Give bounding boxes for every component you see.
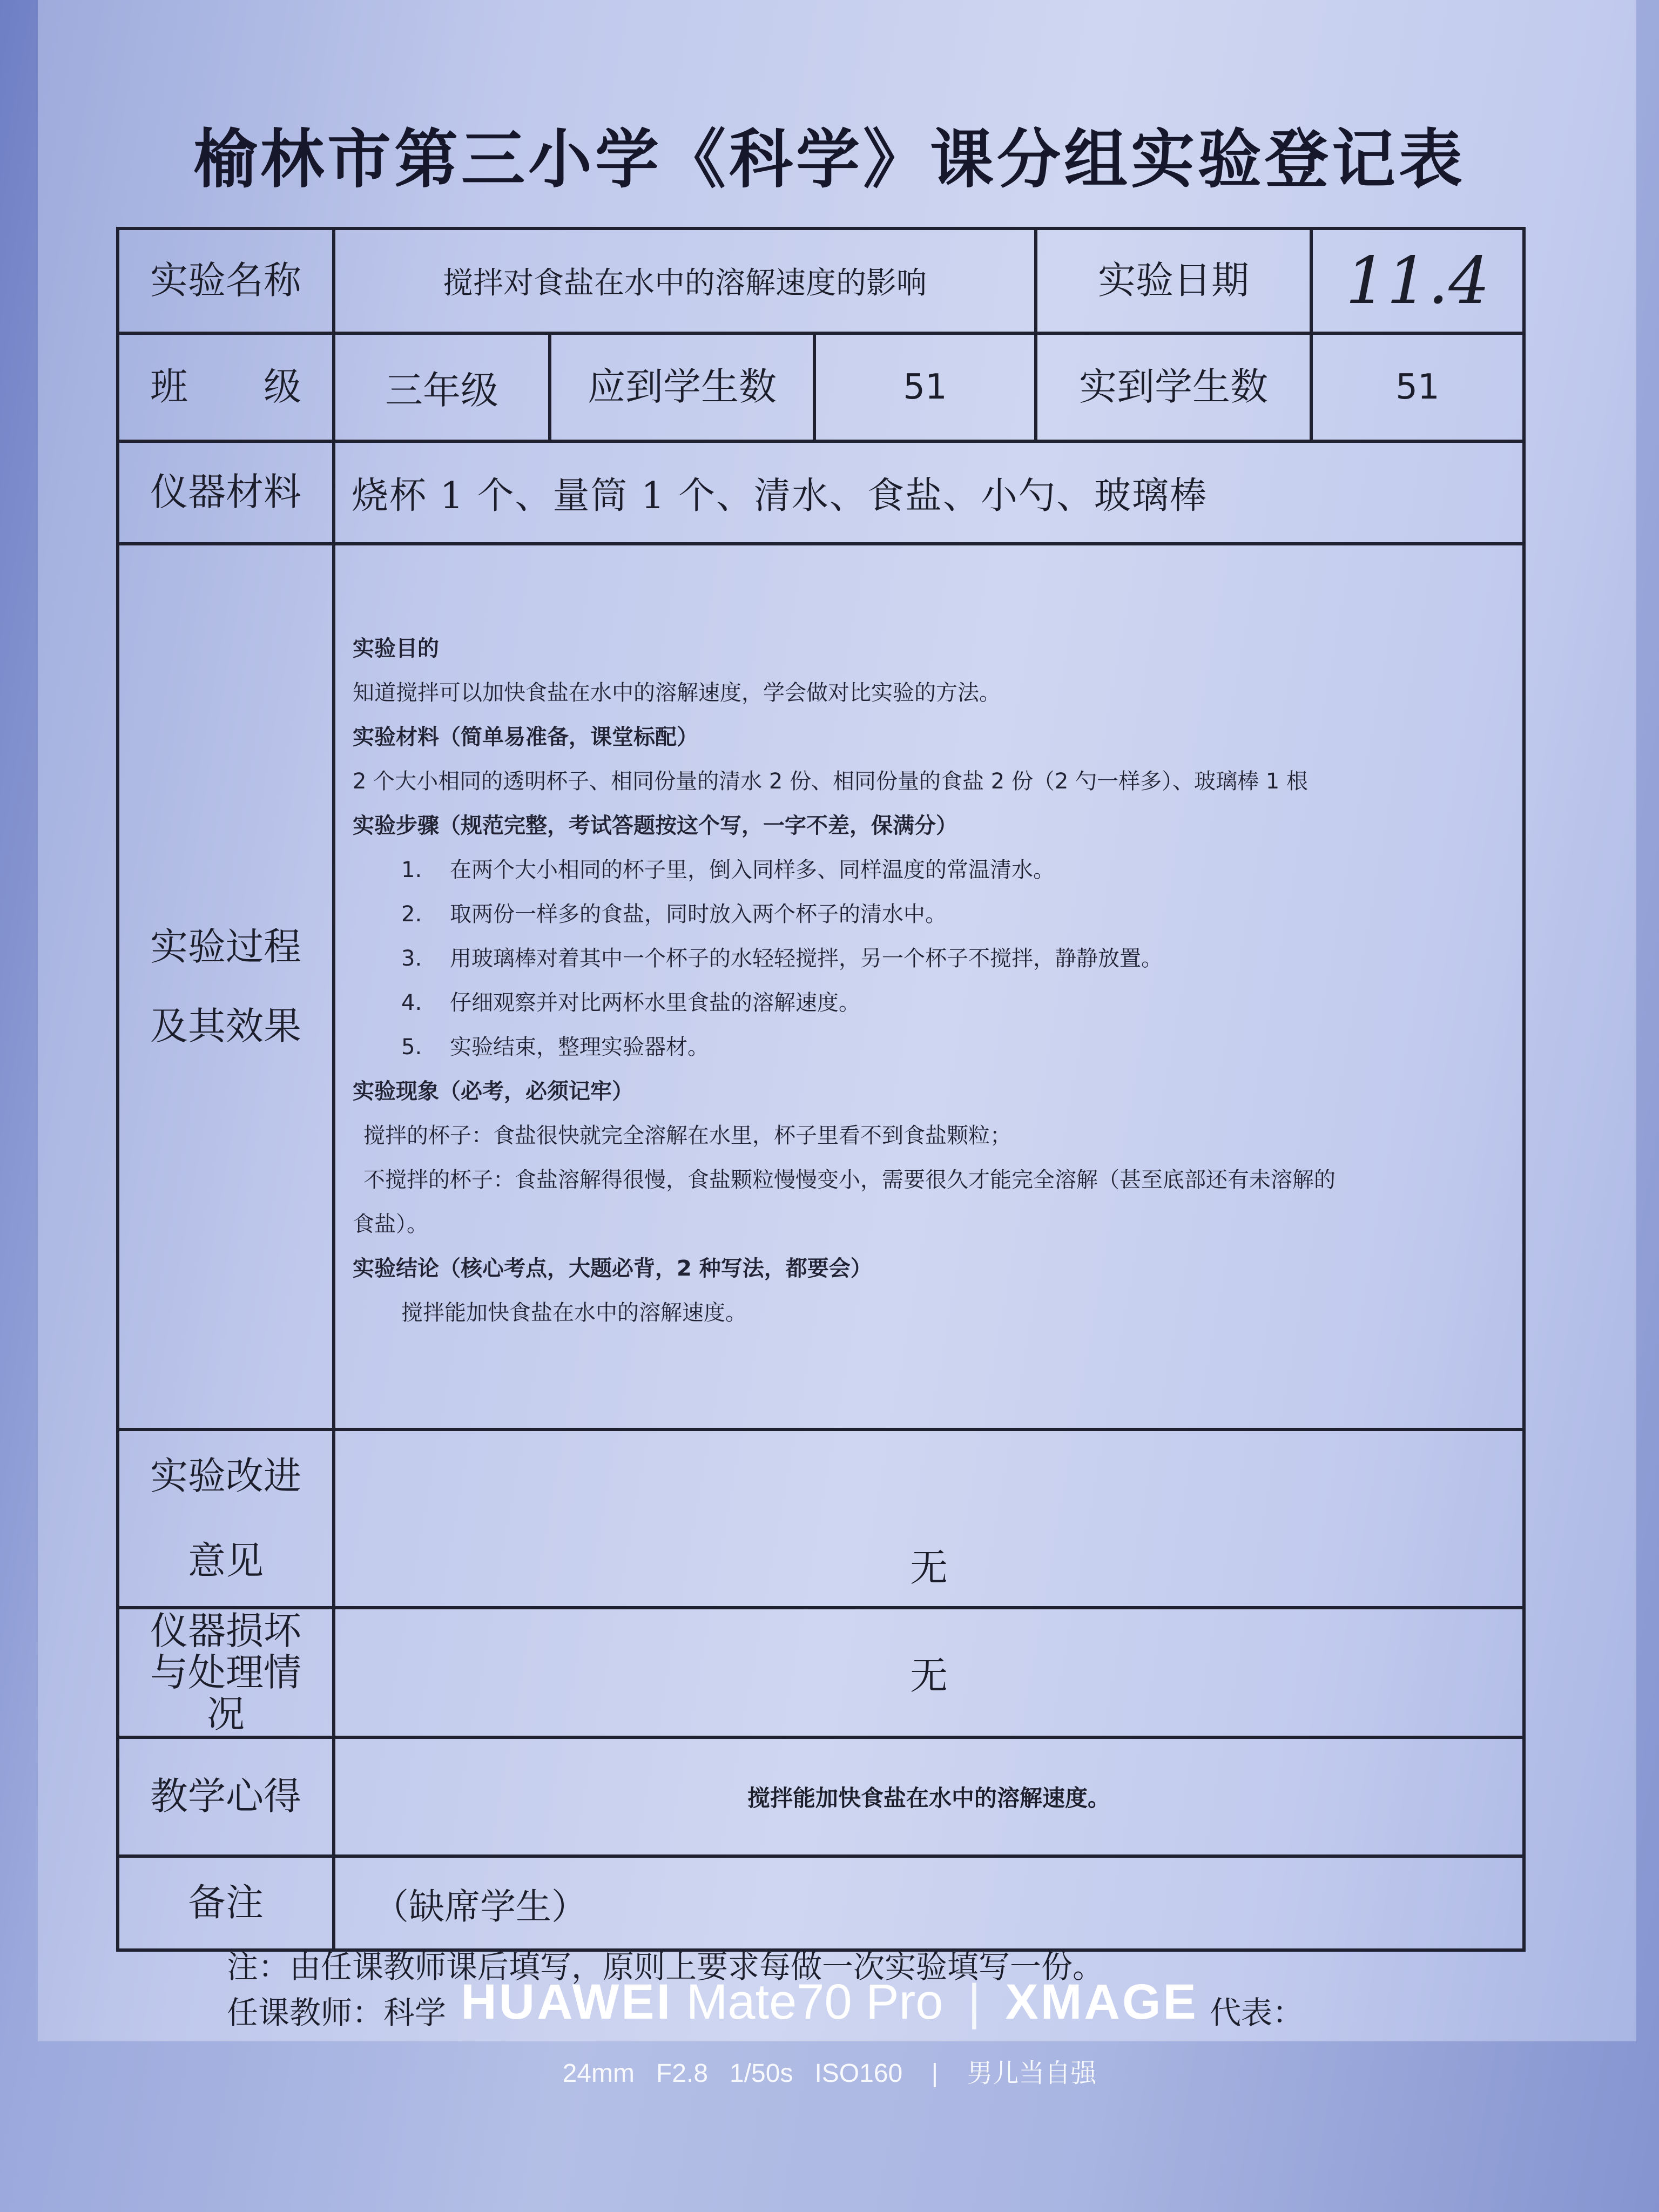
step-text: 仔细观察并对比两杯水里食盐的溶解速度。 <box>450 990 860 1015</box>
label-process-line1: 实验过程 <box>150 924 301 969</box>
label-materials: 仪器材料 <box>116 440 335 545</box>
step-text: 取两份一样多的食盐，同时放入两个杯子的清水中。 <box>450 902 947 927</box>
materials-value: 烧杯 1 个、量筒 1 个、清水、食盐、小勺、玻璃棒 <box>332 440 1526 545</box>
improvement-value: 无 <box>332 1428 1526 1609</box>
step-item <box>353 1025 1506 1069</box>
experiment-name-value: 搅拌对食盐在水中的溶解速度的影响 <box>332 227 1037 335</box>
label-process-line2: 及其效果 <box>150 1004 301 1048</box>
label-damage <box>116 1606 335 1739</box>
step-text: 用玻璃棒对着其中一个杯子的水轻轻搅拌，另一个杯子不搅拌，静静放置。 <box>450 946 1163 971</box>
purpose-text: 知道搅拌可以加快食盐在水中的溶解速度，学会做对比实验的方法。 <box>353 680 1001 705</box>
label-expected-students: 应到学生数 <box>548 332 816 443</box>
phenomenon-stirred: 搅拌的杯子：食盐很快就完全溶解在水里，杯子里看不到食盐颗粒； <box>363 1123 1011 1148</box>
experiment-date-value: 11.4 <box>1310 227 1526 335</box>
footer-note: 注：由任课教师课后填写，原则上要求每做一次实验填写一份。 <box>227 1948 1104 1985</box>
label-experiment-name: 实验名称 <box>116 227 335 335</box>
reflection-value: 搅拌能加快食盐在水中的溶解速度。 <box>332 1736 1526 1858</box>
camera-params: 24mm F2.8 1/50s ISO160 | 男儿当自强 <box>562 2059 1097 2088</box>
camera-watermark <box>0 1974 1659 2031</box>
damage-value: 无 <box>332 1606 1526 1739</box>
step-number: 5. <box>401 1035 422 1060</box>
phenomenon-heading: 实验现象（必考，必须记牢） <box>353 1079 633 1104</box>
conclusion-heading: 实验结论（核心考点，大题必背，2 种写法，都要会） <box>353 1256 872 1281</box>
label-reflection: 教学心得 <box>116 1736 335 1858</box>
phenomenon-unstirred: 不搅拌的杯子：食盐溶解得很慢，食盐颗粒慢慢变小，需要很久才能完全溶解（甚至底部还有未溶解的 <box>363 1168 1336 1192</box>
label-improvement-line2: 意见 <box>188 1539 264 1583</box>
label-experiment-date: 实验日期 <box>1034 227 1313 335</box>
label-damage-line3: 况 <box>207 1691 245 1736</box>
label-improvement <box>116 1428 335 1609</box>
label-class: 班 级 <box>116 332 335 443</box>
label-actual-students: 实到学生数 <box>1034 332 1313 443</box>
footer-representative: 代表： <box>1210 1994 1304 2031</box>
step-number: 2. <box>401 902 422 927</box>
label-damage-line2: 与处理情 <box>150 1650 301 1695</box>
label-improvement-line1: 实验改进 <box>150 1453 301 1498</box>
remark-value: （缺席学生） <box>332 1854 1526 1952</box>
step-text: 在两个大小相同的杯子里，倒入同样多、同样温度的常温清水。 <box>450 858 1055 882</box>
label-remark: 备注 <box>116 1854 335 1952</box>
step-text: 实验结束，整理实验器材。 <box>450 1035 709 1060</box>
steps-heading: 实验步骤（规范完整，考试答题按这个写，一字不差，保满分） <box>353 813 957 838</box>
process-content <box>332 542 1526 1431</box>
registration-table <box>116 227 1526 1944</box>
purpose-heading: 实验目的 <box>353 636 439 661</box>
label-damage-line1: 仪器损坏 <box>150 1608 301 1653</box>
phenomenon-unstirred-cont: 食盐）。 <box>353 1212 428 1237</box>
step-number: 4. <box>401 990 422 1015</box>
conclusion-text: 搅拌能加快食盐在水中的溶解速度。 <box>401 1300 747 1325</box>
expected-students-value: 51 <box>813 332 1037 443</box>
watermark-separator: | <box>967 1974 981 2029</box>
step-item <box>353 936 1506 981</box>
step-item <box>353 892 1506 936</box>
materials-heading: 实验材料（简单易准备，课堂标配） <box>353 725 698 750</box>
actual-students-value: 51 <box>1310 332 1526 443</box>
step-number: 3. <box>401 946 422 971</box>
document-title: 榆林市第三小学《科学》课分组实验登记表 <box>193 122 1466 197</box>
step-item <box>353 981 1506 1025</box>
label-process <box>116 542 335 1431</box>
class-value: 三年级 <box>332 332 551 443</box>
step-number: 1. <box>401 858 422 882</box>
watermark-brand: HUAWEI <box>461 1974 673 2029</box>
footer-teacher: 任课教师：科学 <box>227 1994 447 2031</box>
watermark-model: Mate70 Pro <box>686 1974 943 2029</box>
step-item <box>353 848 1506 892</box>
materials-text: 2 个大小相同的透明杯子、相同份量的清水 2 份、相同份量的食盐 2 份（2 勺一样多）、玻璃棒 1 根 <box>353 769 1308 794</box>
watermark-xmage: XMAGE <box>1005 1974 1198 2029</box>
